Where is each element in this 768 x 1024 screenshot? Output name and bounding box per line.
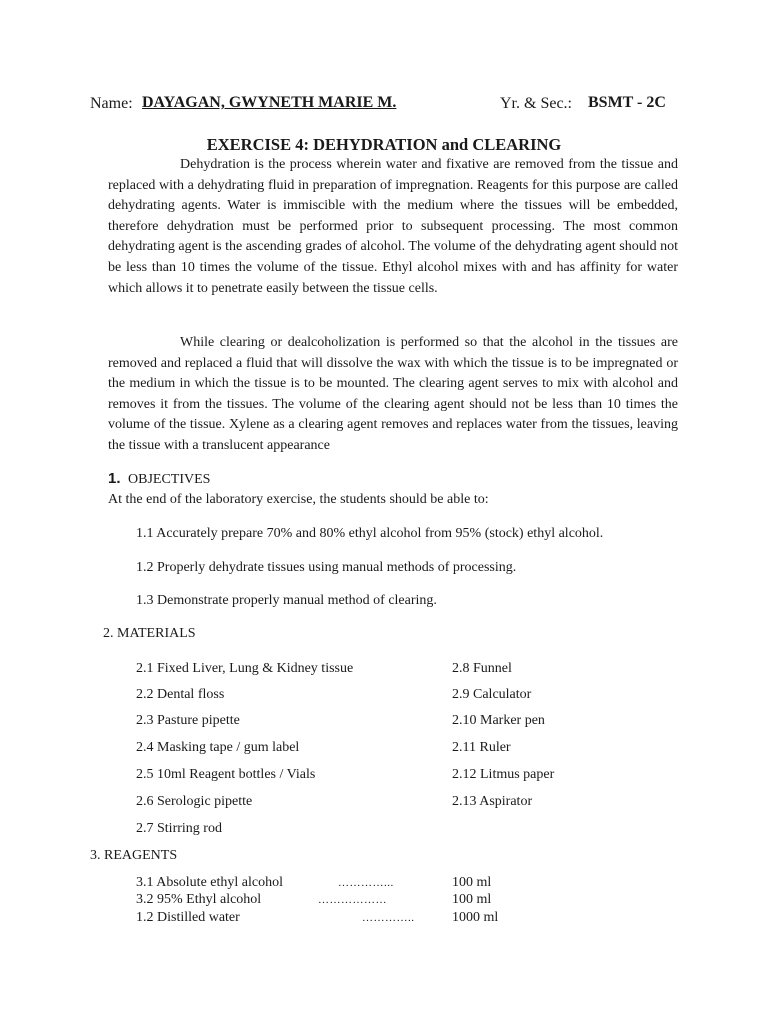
material-item: 2.2 Dental floss xyxy=(136,687,225,702)
materials-heading: 2. MATERIALS xyxy=(103,626,196,641)
reagent-dots: ………….. xyxy=(362,912,415,924)
exercise-title: EXERCISE 4: DEHYDRATION and CLEARING xyxy=(206,135,562,154)
objective-item: 1.2 Properly dehydrate tissues using manual methods of processing. xyxy=(136,560,517,575)
objectives-number: 1. xyxy=(108,470,121,487)
section-value: BSMT - 2C xyxy=(588,94,666,111)
material-item: 2.13 Aspirator xyxy=(452,794,533,809)
paragraph-dehydration-text: Dehydration is the process wherein water and fixative are removed from the tissue and replaced with a dehydrating fluid in preparation of impregnation. Reagents for this purpose are called dehydrating agents. Water is immiscible with the medium where the tissues will be embedded, therefore dehydration must be performed prior to subsequent processing. The most common dehydrating agent is the ascending grades of alcohol. The volume of the dehydrating agent should not be less than 10 times the volume of the tissue. Ethyl alcohol mixes with and has affinity for water which allows it to penetrate easily between the tissue cells. xyxy=(108,157,678,296)
objective-item: 1.1 Accurately prepare 70% and 80% ethyl alcohol from 95% (stock) ethyl alcohol. xyxy=(136,526,604,541)
material-item: 2.9 Calculator xyxy=(452,687,532,702)
reagent-name: 3.1 Absolute ethyl alcohol xyxy=(136,875,283,890)
reagent-amount: 1000 ml xyxy=(452,910,499,925)
material-item: 2.1 Fixed Liver, Lung & Kidney tissue xyxy=(136,661,354,676)
material-item: 2.10 Marker pen xyxy=(452,713,545,728)
objectives-heading: OBJECTIVES xyxy=(128,472,211,487)
objectives-intro: At the end of the laboratory exercise, the students should be able to: xyxy=(108,492,489,507)
objective-item: 1.3 Demonstrate properly manual method of clearing. xyxy=(136,593,437,608)
name-label: Name: xyxy=(90,95,133,112)
reagent-amount: 100 ml xyxy=(452,875,492,890)
reagent-amount: 100 ml xyxy=(452,892,492,907)
reagents-heading: 3. REAGENTS xyxy=(90,848,178,863)
material-item: 2.8 Funnel xyxy=(452,661,512,676)
reagent-dots: …………... xyxy=(338,877,394,889)
material-item: 2.4 Masking tape / gum label xyxy=(136,740,300,755)
material-item: 2.11 Ruler xyxy=(452,740,511,755)
student-name: DAYAGAN, GWYNETH MARIE M. xyxy=(142,94,397,111)
material-item: 2.3 Pasture pipette xyxy=(136,713,240,728)
paragraph-clearing xyxy=(108,333,678,457)
material-item: 2.7 Stirring rod xyxy=(136,821,222,836)
paragraph-clearing-text: While clearing or dealcoholization is performed so that the alcohol in the tissues are removed and replaced a fluid that will dissolve the wax with which the tissue is to be impregnated or the medium in which the tissue is to be mounted. The clearing agent serves to mix with alcohol and removes it from the tissues. The volume of the clearing agent should not be less than 10 times the volume of the tissue. Xylene as a clearing agent removes and replaces water from the tissues, leaving the tissue with a translucent appearance xyxy=(108,335,678,453)
section-label: Yr. & Sec.: xyxy=(500,95,572,112)
reagent-name: 1.2 Distilled water xyxy=(136,910,240,925)
paragraph-dehydration xyxy=(108,155,678,299)
reagent-name: 3.2 95% Ethyl alcohol xyxy=(136,892,262,907)
material-item: 2.6 Serologic pipette xyxy=(136,794,253,809)
material-item: 2.5 10ml Reagent bottles / Vials xyxy=(136,767,316,782)
reagent-dots: ……………… xyxy=(318,894,387,906)
material-item: 2.12 Litmus paper xyxy=(452,767,555,782)
